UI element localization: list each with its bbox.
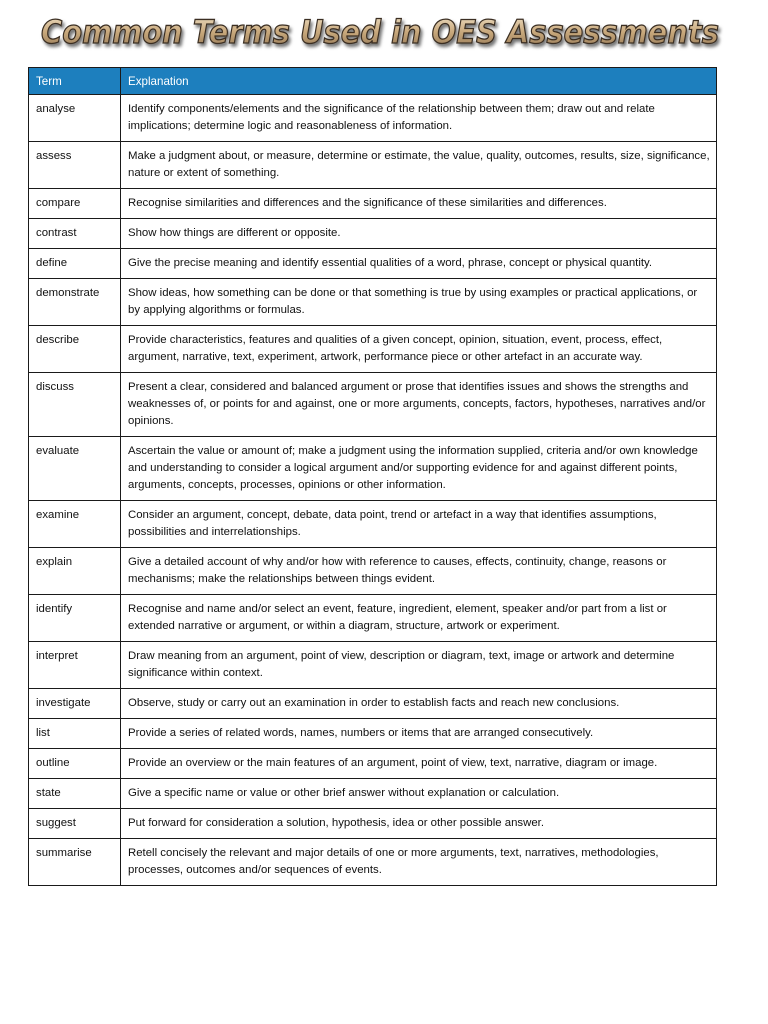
explanation-cell: Retell concisely the relevant and major details of one or more arguments, text, narratives, methodologies, processes, outcomes and/or sequences of events.	[121, 839, 717, 886]
term-cell: evaluate	[29, 437, 121, 501]
table-row	[29, 689, 717, 719]
term-cell: define	[29, 249, 121, 279]
term-cell: contrast	[29, 219, 121, 249]
explanation-cell: Show how things are different or opposite.	[121, 219, 717, 249]
table-row	[29, 95, 717, 142]
term-cell: analyse	[29, 95, 121, 142]
table-row	[29, 779, 717, 809]
table-row	[29, 839, 717, 886]
explanation-cell: Give a detailed account of why and/or how with reference to causes, effects, continuity, change, reasons or mechanisms; make the relationships between things evident.	[121, 548, 717, 595]
explanation-cell: Identify components/elements and the significance of the relationship between them; draw out and relate implications; determine logic and reasonableness of information.	[121, 95, 717, 142]
table-row	[29, 437, 717, 501]
table-row	[29, 595, 717, 642]
explanation-cell: Consider an argument, concept, debate, data point, trend or artefact in a way that identifies assumptions, possibilities and interrelationships.	[121, 501, 717, 548]
term-cell: assess	[29, 142, 121, 189]
term-cell: examine	[29, 501, 121, 548]
table-row	[29, 373, 717, 437]
table-row	[29, 548, 717, 595]
explanation-cell: Provide characteristics, features and qualities of a given concept, opinion, situation, event, process, effect, argument, narrative, text, experiment, artwork, performance piece or other artefact in an accurate way.	[121, 326, 717, 373]
term-cell: state	[29, 779, 121, 809]
table-row	[29, 326, 717, 373]
term-cell: investigate	[29, 689, 121, 719]
explanation-cell: Observe, study or carry out an examination in order to establish facts and reach new conclusions.	[121, 689, 717, 719]
explanation-cell: Provide a series of related words, names, numbers or items that are arranged consecutively.	[121, 719, 717, 749]
term-cell: suggest	[29, 809, 121, 839]
table-row	[29, 219, 717, 249]
term-cell: discuss	[29, 373, 121, 437]
term-cell: list	[29, 719, 121, 749]
term-cell: summarise	[29, 839, 121, 886]
term-cell: outline	[29, 749, 121, 779]
table-row	[29, 249, 717, 279]
page-title	[30, 10, 730, 54]
explanation-cell: Provide an overview or the main features of an argument, point of view, text, narrative, diagram or image.	[121, 749, 717, 779]
table-row	[29, 642, 717, 689]
table-header-row	[29, 68, 717, 95]
term-cell: identify	[29, 595, 121, 642]
explanation-cell: Show ideas, how something can be done or that something is true by using examples or practical applications, or by applying algorithms or formulas.	[121, 279, 717, 326]
explanation-cell: Draw meaning from an argument, point of view, description or diagram, text, image or artwork and determine significance within context.	[121, 642, 717, 689]
table-row	[29, 749, 717, 779]
column-header-term: Term	[29, 68, 121, 95]
table-row	[29, 501, 717, 548]
table-row	[29, 719, 717, 749]
page-title-text: Common Terms Used in OES Assessments	[41, 13, 719, 51]
term-cell: explain	[29, 548, 121, 595]
explanation-cell: Ascertain the value or amount of; make a judgment using the information supplied, criteria and/or own knowledge and understanding to consider a logical argument and/or supporting evidence for and against different points, arguments, concepts, processes, opinions or other information.	[121, 437, 717, 501]
explanation-cell: Recognise similarities and differences and the significance of these similarities and differences.	[121, 189, 717, 219]
term-cell: interpret	[29, 642, 121, 689]
table-row	[29, 809, 717, 839]
explanation-cell: Present a clear, considered and balanced argument or prose that identifies issues and shows the strengths and weaknesses of, or points for and against, one or more arguments, concepts, factors, hypotheses, narratives and/or opinions.	[121, 373, 717, 437]
page-title-graphic	[30, 10, 730, 54]
term-cell: compare	[29, 189, 121, 219]
explanation-cell: Recognise and name and/or select an event, feature, ingredient, element, speaker and/or part from a list or extended narrative or argument, or within a diagram, structure, artwork or experiment.	[121, 595, 717, 642]
table-row	[29, 279, 717, 326]
table-row	[29, 142, 717, 189]
explanation-cell: Give a specific name or value or other brief answer without explanation or calculation.	[121, 779, 717, 809]
column-header-explanation: Explanation	[121, 68, 717, 95]
term-cell: describe	[29, 326, 121, 373]
explanation-cell: Give the precise meaning and identify essential qualities of a word, phrase, concept or physical quantity.	[121, 249, 717, 279]
explanation-cell: Make a judgment about, or measure, determine or estimate, the value, quality, outcomes, results, size, significance, nature or extent of something.	[121, 142, 717, 189]
term-cell: demonstrate	[29, 279, 121, 326]
table-row	[29, 189, 717, 219]
explanation-cell: Put forward for consideration a solution, hypothesis, idea or other possible answer.	[121, 809, 717, 839]
terms-table	[28, 67, 717, 886]
